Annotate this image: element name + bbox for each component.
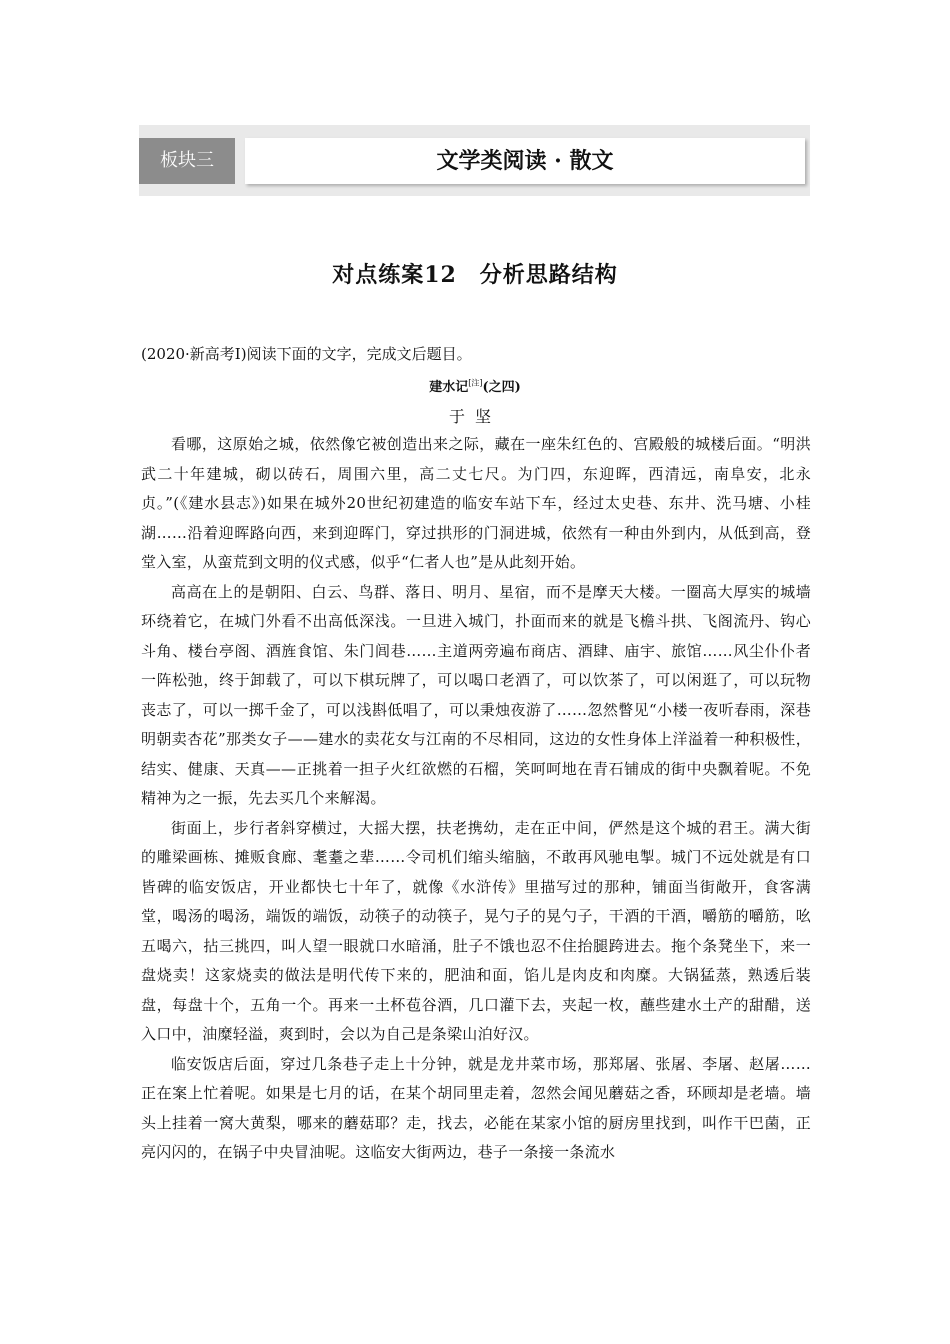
article-title <box>0 376 950 395</box>
source-line: (2020·新高考Ⅰ)阅读下面的文字，完成文后题目。 <box>141 345 472 363</box>
paragraph-4: 临安饭店后面，穿过几条巷子走上十分钟，就是龙井菜市场，那郑屠、张屠、李屠、赵屠……正在案上忙着呢。如果是七月的话，在某个胡同里走着，忽然会闻见蘑菇之香，环顾却是老墙。墙头上挂着一窝大黄梨，哪来的蘑菇耶？走，找去，必能在某家小馆的厨房里找到，叫作干巴菌，正亮闪闪的，在锅子中央冒油呢。这临安大街两边，巷子一条接一条流水 <box>141 1054 811 1161</box>
page-title: 对点练案12 分析思路结构 <box>332 262 618 288</box>
paragraph-2: 高高在上的是朝阳、白云、鸟群、落日、明月、星宿，而不是摩天大楼。一圈高大厚实的城墙环绕着它，在城门外看不出高低深浅。一旦进入城门，扑面而来的就是飞檐斗拱、飞阁流丹、钩心斗角、楼台亭阁、酒旌食馆、朱门闾巷……主道两旁遍布商店、酒肆、庙宇、旅馆……风尘仆仆者一阵松弛，终于卸载了，可以下棋玩牌了，可以喝口老酒了，可以饮茶了，可以闲逛了，可以玩物丧志了，可以一掷千金了，可以浅斟低唱了，可以秉烛夜游了……忽然瞥见“小楼一夜听春雨，深巷明朝卖杏花”那类女子——建水的卖花女与江南的不尽相同，这边的女性身体上洋溢着一种积极性，结实、健康、天真——正挑着一担子火红欲燃的石榴，笑呵呵地在青石铺成的街中央飘着呢。不免精神为之一振，先去买几个来解渴。 <box>141 582 811 807</box>
paragraph-3: 街面上，步行者斜穿横过，大摇大摆，扶老携幼，走在正中间，俨然是这个城的君王。满大街的雕梁画栋、摊贩食廊、耄耋之辈……令司机们缩头缩脑，不敢再风驰电掣。城门不远处就是有口皆碑的临安饭店，开业都快七十年了，就像《水浒传》里描写过的那种，铺面当街敞开，食客满堂，喝汤的喝汤，端饭的端饭，动筷子的动筷子，晃勺子的晃勺子，干酒的干酒，嚼筋的嚼筋，吆五喝六，拈三挑四，叫人望一眼就口水暗涌，肚子不饿也忍不住抬腿跨进去。拖个条凳坐下，来一盘烧卖！这家烧卖的做法是明代传下来的，肥油和面，馅儿是肉皮和肉糜。大锅猛蒸，熟透后装盘，每盘十个，五角一个。再来一土杯苞谷酒，几口灌下去，夹起一枚，蘸些建水土产的甜醋，送入口中，油糜轻溢，爽到时，会以为自己是条梁山泊好汉。 <box>141 818 811 1043</box>
paragraph-1: 看哪，这原始之城，依然像它被创造出来之际，藏在一座朱红色的、宫殿般的城楼后面。“明洪武二十年建城，砌以砖石，周围六里，高二丈七尺。为门四，东迎晖，西清远，南阜安，北永贞。”(《建水县志》)如果在城外20世纪初建造的临安车站下车，经过太史巷、东井、洗马塘、小桂湖……沿着迎晖路向西，来到迎晖门，穿过拱形的门洞进城，依然有一种由外到内，从低到高，登堂入室，从蛮荒到文明的仪式感，似乎“仁者人也”是从此刻开始。 <box>141 435 811 571</box>
section-title: 文学类阅读 · 散文 <box>245 138 805 184</box>
article-title-text: 建水记 <box>429 380 469 395</box>
section-label: 板块三 <box>139 138 235 184</box>
article-subtitle: (之四) <box>482 380 521 395</box>
note-mark: [注] <box>468 378 483 388</box>
article-author: 于坚 <box>448 407 501 426</box>
article-body <box>141 430 811 1168</box>
